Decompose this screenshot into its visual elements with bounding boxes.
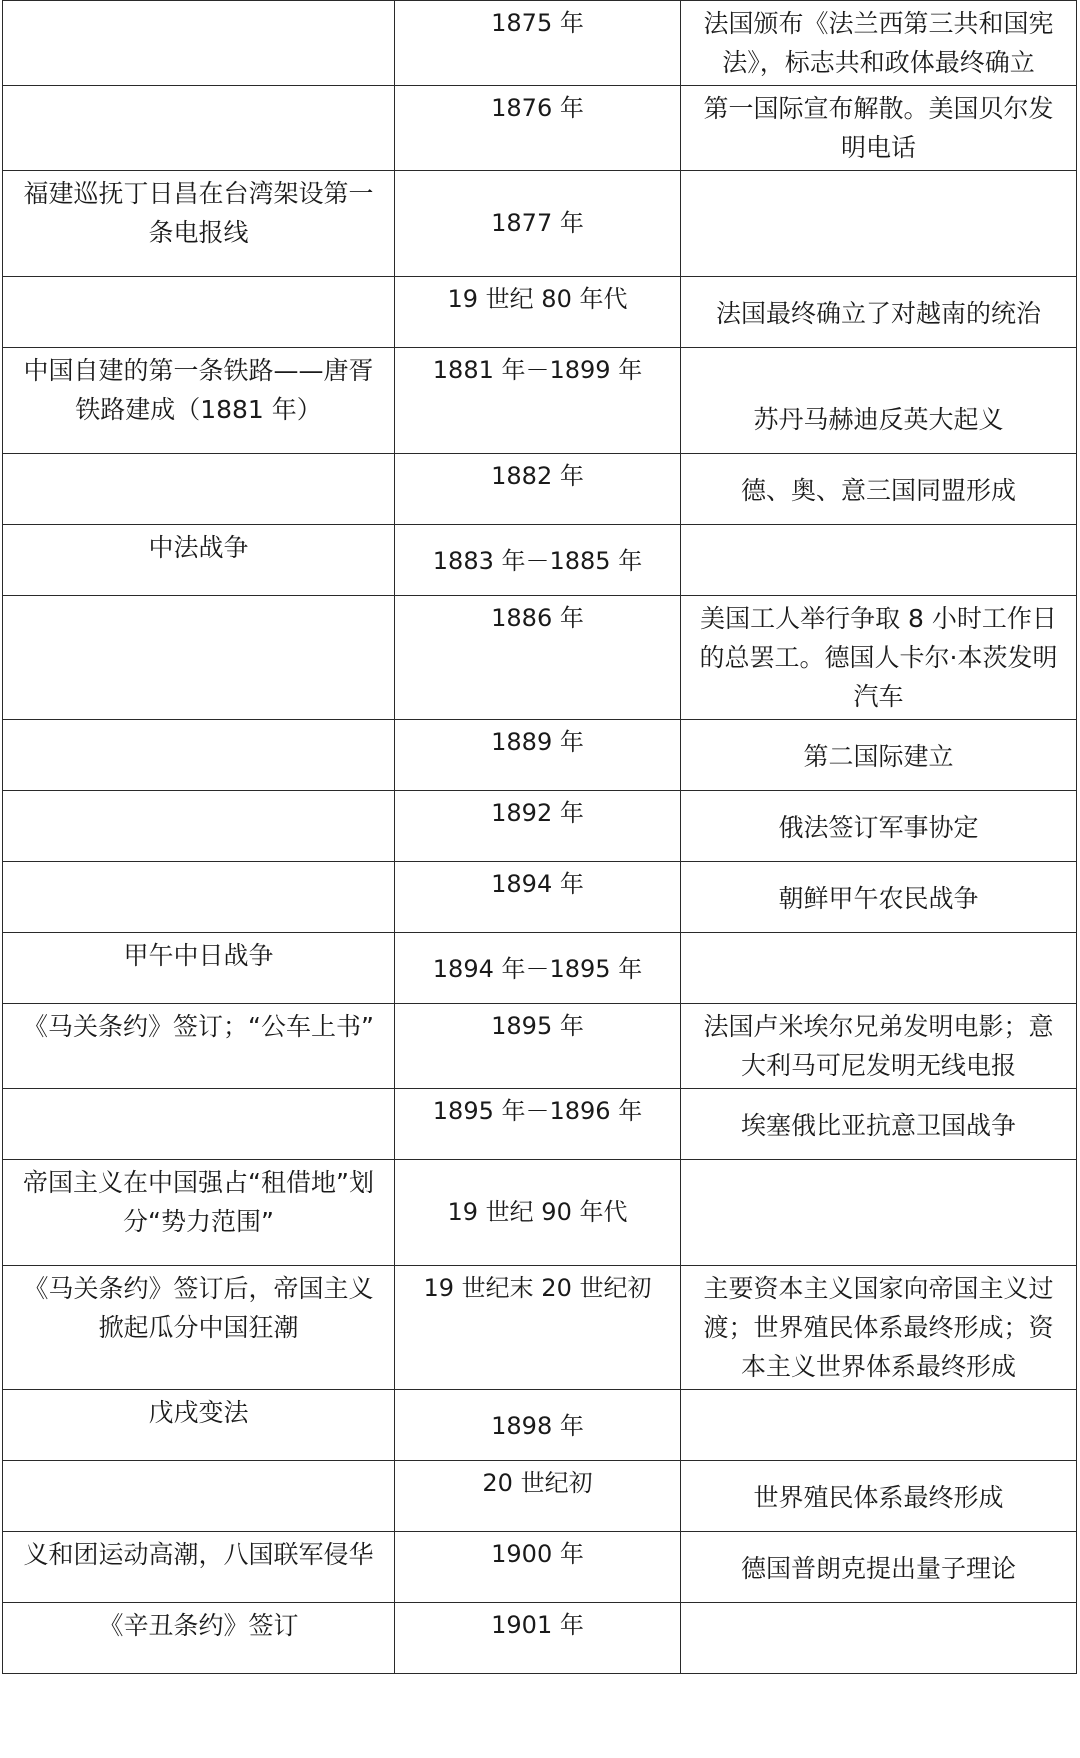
table-row [3,720,1077,791]
world-event-cell [681,1603,1077,1674]
year-cell: 1895 年 [395,1004,681,1089]
world-event-cell: 德国普朗克提出量子理论 [681,1532,1077,1603]
table-row [3,454,1077,525]
table-row [3,277,1077,348]
chronology-table-body [3,1,1077,1674]
world-event-cell: 俄法签订军事协定 [681,791,1077,862]
table-row [3,1461,1077,1532]
china-event-cell [3,86,395,171]
table-row [3,1004,1077,1089]
china-event-cell: 中国自建的第一条铁路——唐胥铁路建成（1881 年） [3,348,395,454]
china-event-cell [3,596,395,720]
table-row [3,525,1077,596]
china-event-cell: 《辛丑条约》签订 [3,1603,395,1674]
year-cell: 1876 年 [395,86,681,171]
year-cell: 1894 年 [395,862,681,933]
table-row [3,791,1077,862]
year-cell: 1898 年 [395,1390,681,1461]
world-event-cell [681,1160,1077,1266]
china-event-cell: 甲午中日战争 [3,933,395,1004]
world-event-cell: 第二国际建立 [681,720,1077,791]
world-event-cell: 第一国际宣布解散。美国贝尔发明电话 [681,86,1077,171]
table-row [3,1160,1077,1266]
table-row [3,86,1077,171]
china-event-cell: 戊戌变法 [3,1390,395,1461]
year-cell: 1900 年 [395,1532,681,1603]
table-row [3,1,1077,86]
table-row [3,1390,1077,1461]
china-event-cell [3,454,395,525]
china-event-cell [3,791,395,862]
year-cell: 1886 年 [395,596,681,720]
world-event-cell: 苏丹马赫迪反英大起义 [681,348,1077,454]
table-row [3,596,1077,720]
world-event-cell: 美国工人举行争取 8 小时工作日的总罢工。德国人卡尔·本茨发明汽车 [681,596,1077,720]
china-event-cell: 义和团运动高潮，八国联军侵华 [3,1532,395,1603]
world-event-cell: 法国卢米埃尔兄弟发明电影；意大利马可尼发明无线电报 [681,1004,1077,1089]
table-row [3,862,1077,933]
world-event-cell: 主要资本主义国家向帝国主义过渡；世界殖民体系最终形成；资本主义世界体系最终形成 [681,1266,1077,1390]
china-event-cell [3,1089,395,1160]
year-cell: 1901 年 [395,1603,681,1674]
china-event-cell [3,1,395,86]
world-event-cell: 埃塞俄比亚抗意卫国战争 [681,1089,1077,1160]
year-cell: 1892 年 [395,791,681,862]
china-event-cell [3,720,395,791]
year-cell: 1894 年－1895 年 [395,933,681,1004]
china-event-cell: 中法战争 [3,525,395,596]
year-cell: 1882 年 [395,454,681,525]
china-event-cell: 帝国主义在中国强占“租借地”划分“势力范围” [3,1160,395,1266]
table-row [3,1089,1077,1160]
chronology-table [2,0,1077,1674]
year-cell: 1881 年－1899 年 [395,348,681,454]
world-event-cell: 法国最终确立了对越南的统治 [681,277,1077,348]
table-row [3,1532,1077,1603]
table-row [3,1266,1077,1390]
china-event-cell: 《马关条约》签订后，帝国主义掀起瓜分中国狂潮 [3,1266,395,1390]
year-cell: 1875 年 [395,1,681,86]
year-cell: 19 世纪末 20 世纪初 [395,1266,681,1390]
china-event-cell [3,277,395,348]
world-event-cell: 朝鲜甲午农民战争 [681,862,1077,933]
world-event-cell [681,525,1077,596]
table-row [3,1603,1077,1674]
china-event-cell: 《马关条约》签订；“公车上书” [3,1004,395,1089]
table-row [3,171,1077,277]
china-event-cell [3,862,395,933]
table-row [3,933,1077,1004]
china-event-cell [3,1461,395,1532]
year-cell: 1889 年 [395,720,681,791]
year-cell: 19 世纪 90 年代 [395,1160,681,1266]
year-cell: 20 世纪初 [395,1461,681,1532]
year-cell: 1895 年－1896 年 [395,1089,681,1160]
year-cell: 1877 年 [395,171,681,277]
world-event-cell: 法国颁布《法兰西第三共和国宪法》，标志共和政体最终确立 [681,1,1077,86]
year-cell: 19 世纪 80 年代 [395,277,681,348]
world-event-cell: 德、奥、意三国同盟形成 [681,454,1077,525]
world-event-cell [681,933,1077,1004]
year-cell: 1883 年－1885 年 [395,525,681,596]
world-event-cell: 世界殖民体系最终形成 [681,1461,1077,1532]
world-event-cell [681,1390,1077,1461]
china-event-cell: 福建巡抚丁日昌在台湾架设第一条电报线 [3,171,395,277]
table-row [3,348,1077,454]
world-event-cell [681,171,1077,277]
